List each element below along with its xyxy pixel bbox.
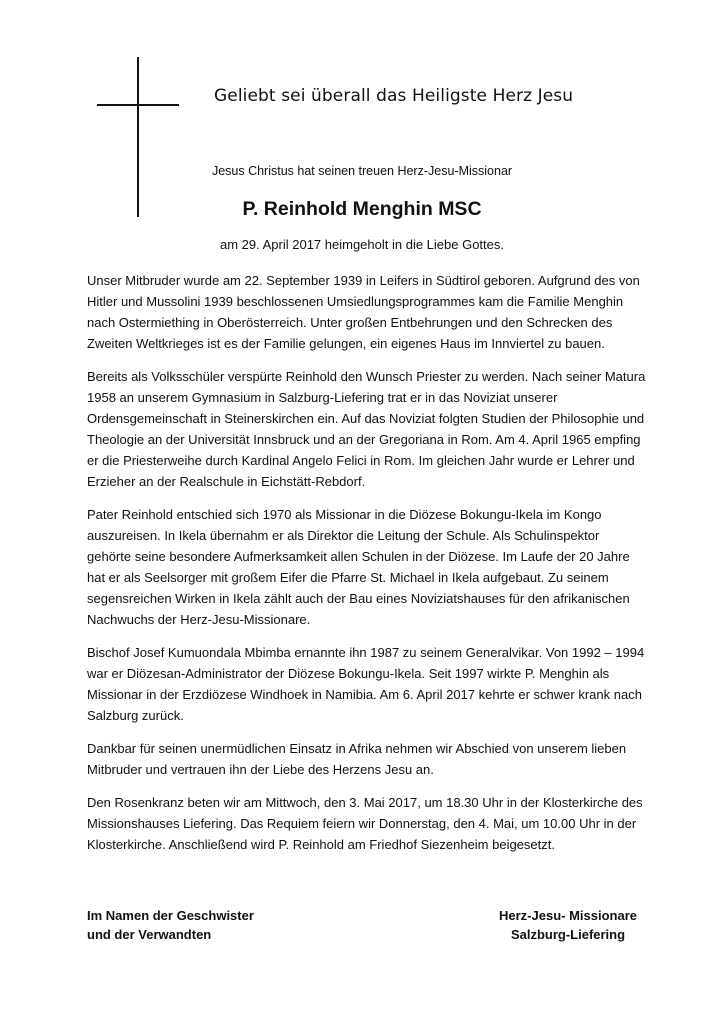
date-line: am 29. April 2017 heimgeholt in die Liebe Gottes.	[219, 237, 504, 252]
signature-family	[87, 906, 254, 944]
paragraph-namibia: Bischof Josef Kumuondala Mbimba ernannte ihn 1987 zu seinem Generalvikar. Von 1992 – 1994 war er Diözesan-Administrator der Diözese Bokungu-Ikela. Seit 1997 wirkte P. Menghin als Missionar in der Erzdiözese Windhoek in Namibia. Am 6. April 2017 kehrte er schwer krank nach Salzburg zurück.	[87, 645, 645, 723]
signature-order	[478, 906, 658, 944]
signature-family-line-2: und der Verwandten	[87, 927, 212, 942]
signature-family-line-1: Im Namen der Geschwister	[87, 908, 254, 923]
deceased-name: P. Reinhold Menghin MSC	[242, 198, 482, 220]
paragraph-birth: Unser Mitbruder wurde am 22. September 1939 in Leifers in Südtirol geboren. Aufgrund des von Hitler und Mussolini 1939 beschlossenen Umsiedlungsprogrammes kam die Familie Menghin nach Ostermiething in Oberösterreich. Unter großen Entbehrungen und den Schrecken des Zweiten Weltkrieges ist es der Familie gelungen, ein eigenes Haus im Innviertel zu bauen.	[87, 273, 640, 351]
cross-icon-horizontal	[97, 104, 179, 106]
cross-icon-vertical	[137, 57, 139, 217]
paragraph-education: Bereits als Volksschüler verspürte Reinhold den Wunsch Priester zu werden. Nach seiner Matura 1958 an unserem Gymnasium in Salzburg-Liefering trat er in das Noviziat unserer Ordensgemeinschaft in Steinerskirchen ein. Auf das Noviziat folgten Studien der Philosophie und Theologie an der Universität Innsbruck und an der Gregoriana in Rom. Am 4. April 1965 empfing er die Priesterweihe durch Kardinal Angelo Felici in Rom. Im gleichen Jahr wurde er Lehrer und Erzieher an der Realschule in Eichstätt-Rebdorf.	[87, 369, 646, 489]
obituary-body	[87, 270, 647, 867]
motto: Geliebt sei überall das Heiligste Herz Jesu	[214, 86, 574, 106]
signature-order-line-2: Salzburg-Liefering	[510, 927, 626, 942]
paragraph-services: Den Rosenkranz beten wir am Mittwoch, den 3. Mai 2017, um 18.30 Uhr in der Klosterkirche des Missionshauses Liefering. Das Requiem feiern wir Donnerstag, den 4. Mai, um 10.00 Uhr in der Klosterkirche. Anschließend wird P. Reinhold am Friedhof Siezenheim beigesetzt.	[87, 795, 643, 852]
paragraph-congo: Pater Reinhold entschied sich 1970 als Missionar in die Diözese Bokungu-Ikela im Kongo auszureisen. In Ikela übernahm er als Direktor die Leitung der Schule. Als Schulinspektor gehörte seine besondere Aufmerksamkeit allen Schulen in der Diözese. Im Laufe der 20 Jahre hat er als Seelsorger mit großem Eifer die Pfarre St. Michael in Ikela aufgebaut. Zu seinem segensreichen Wirken in Ikela zählt auch der Bau eines Noviziatshauses für den afrikanischen Nachwuchs der Herz-Jesu-Missionare.	[87, 507, 630, 627]
paragraph-farewell: Dankbar für seinen unermüdlichen Einsatz in Afrika nehmen wir Abschied von unserem lieben Mitbruder und vertrauen ihn der Liebe des Herzens Jesu an.	[87, 741, 627, 777]
intro-line: Jesus Christus hat seinen treuen Herz-Jesu-Missionar	[211, 164, 513, 178]
signature-order-line-1: Herz-Jesu- Missionare	[499, 908, 637, 923]
